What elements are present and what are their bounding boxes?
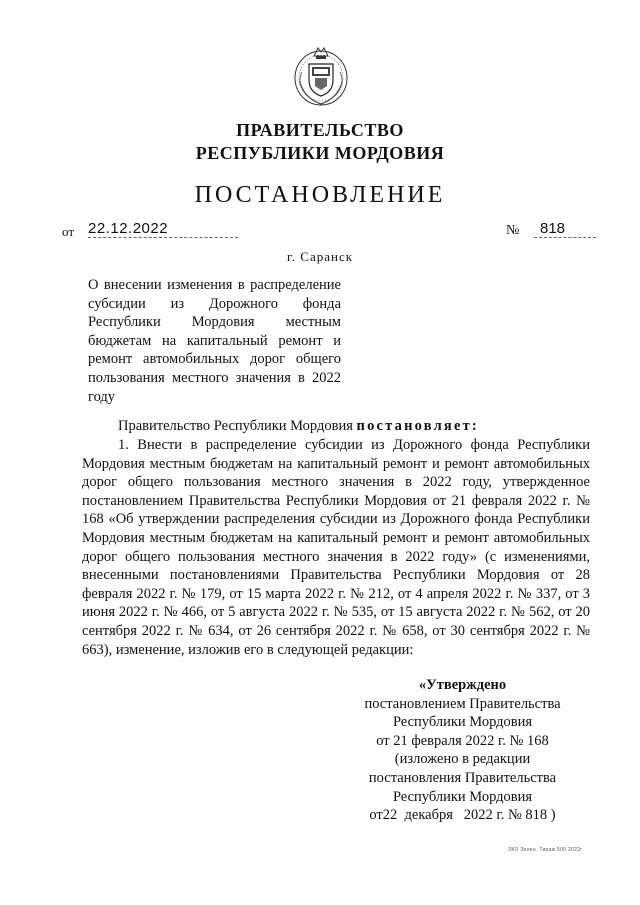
approval-line: постановлением Правительства [364, 695, 561, 712]
city-name: г. Саранск [286, 249, 354, 264]
document-date: 22.12.2022 [88, 220, 238, 238]
document-meta-row [62, 220, 592, 240]
preamble-verb: постановляет: [356, 418, 479, 434]
preamble-lead: Правительство Республики Мордовия [118, 418, 357, 434]
approval-heading: «Утверждено [418, 677, 507, 693]
government-title-line1: ПРАВИТЕЛЬСТВО [236, 120, 404, 140]
approval-line: от 21 февраля 2022 г. № 168 [376, 732, 549, 749]
approval-line: постановления Правительства [368, 769, 557, 786]
number-prefix: № [506, 223, 520, 238]
date-prefix: от [62, 224, 75, 239]
approval-line: Республики Мордовия [392, 788, 533, 805]
coat-of-arms-emblem [292, 42, 350, 108]
document-number: 818 [534, 220, 596, 238]
document-type-title: ПОСТАНОВЛЕНИЕ [194, 182, 446, 208]
approval-line: Республики Мордовия [392, 714, 533, 731]
decree-subject: О внесении изменения в распределение субсидии из Дорожного фонда Республики Мордовия местным бюджетам на капитальный ремонт и ремонт автомобильных дорог общего пользования местного значения в 2022 году [88, 277, 341, 405]
approval-stamp [335, 676, 590, 825]
approval-line: от22 декабря 2022 г. № 818 ) [369, 807, 556, 824]
government-title-line2: РЕСПУБЛИКИ МОРДОВИЯ [195, 143, 445, 163]
approval-line: (изложено в редакции [394, 751, 531, 768]
print-mark: ЗКО Зелен. Тираж 500 2022г [508, 847, 583, 853]
decree-body-paragraph: 1. Внести в распределение субсидии из Дорожного фонда Республики Мордовия местным бюджетам на капитальный ремонт и ремонт автомобильных дорог общего пользования местного значения в 2022 году, утвержденное постановлением Правительства Республики Мордовия от 21 февраля 2022 г. № 168 «Об утверждении распределения субсидии из Дорожного фонда Республики Мордовия местным бюджетам на капитальный ремонт и ремонт автомобильных дорог общего пользования местного значения в 2022 году» (с изменениями, внесенными постановлениями Правительства Республики Мордовия от 28 февраля 2022 г. № 179, от 15 марта 2022 г. № 212, от 4 апреля 2022 г. № 337, от 3 июня 2022 г. № 466, от 5 августа 2022 г. № 535, от 15 августа 2022 г. № 562, от 20 сентября 2022 г. № 634, от 26 сентября 2022 г. № 658, от 30 сентября 2022 г. № 663), изменение, изложив его в следующей редакции: [82, 437, 590, 658]
preamble [118, 417, 479, 435]
